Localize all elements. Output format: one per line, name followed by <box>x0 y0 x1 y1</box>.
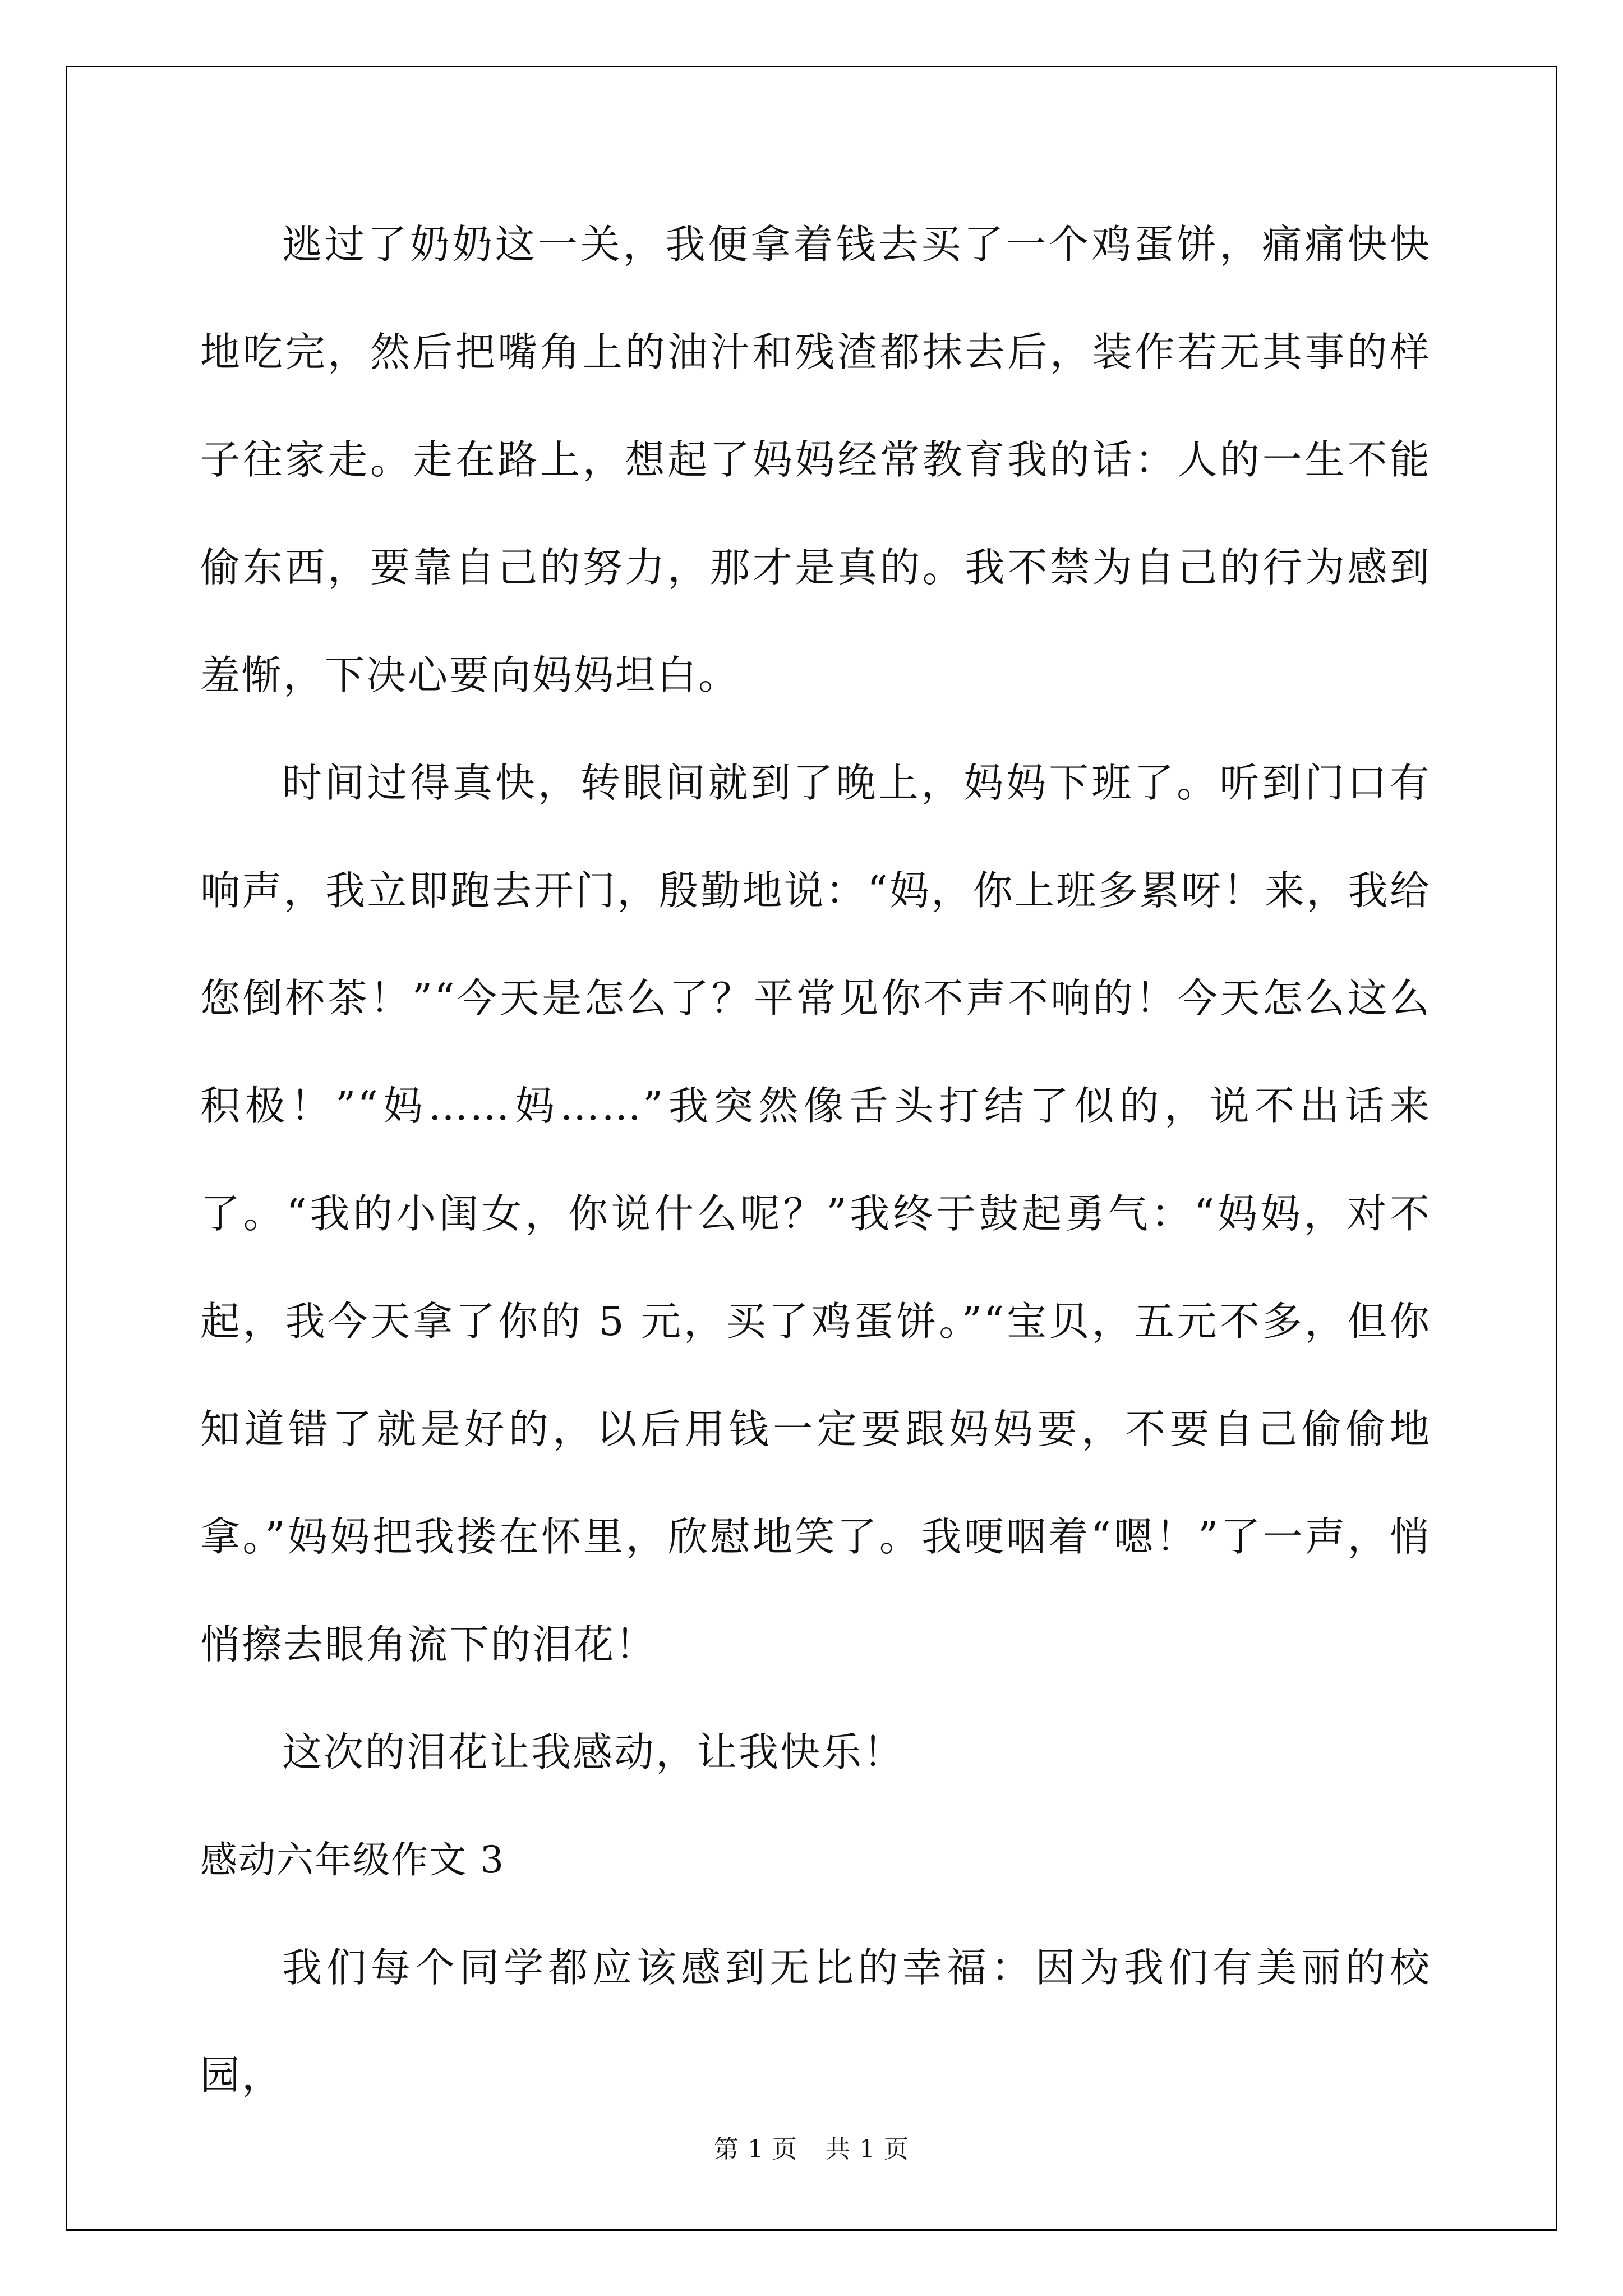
section-heading: 感动六年级作文 3 <box>200 1838 505 1881</box>
paragraph: 时间过得真快，转眼间就到了晚上，妈妈下班了。听到门口有响声，我立即跑去开门，殷勤地说：“妈，你上班多累呀！来，我给您倒杯茶！”“今天是怎么了？平常见你不声不响的！今天怎么这么积极！”“妈……妈……”我突然像舌头打结了似的，说不出话来了。“我的小闺女，你说什么呢？”我终于鼓起勇气：“妈妈，对不起，我今天拿了你的 5 元，买了鸡蛋饼。”“宝贝，五元不多，但你知道错了就是好的，以后用钱一定要跟妈妈要，不要自己偷偷地拿。”妈妈把我搂在怀里，欣慰地笑了。我哽咽着“嗯！”了一声，悄悄擦去眼角流下的泪花！ <box>200 760 1431 1668</box>
paragraph: 逃过了奶奶这一关，我便拿着钱去买了一个鸡蛋饼，痛痛快快地吃完，然后把嘴角上的油汁和残渣都抹去后，装作若无其事的样子往家走。走在路上，想起了妈妈经常教育我的话：人的一生不能偷东西，要靠自己的努力，那才是真的。我不禁为自己的行为感到羞惭，下决心要向妈妈坦白。 <box>200 221 1431 698</box>
page-footer <box>0 2129 1623 2165</box>
page-total: 共 1 页 <box>826 2135 909 2164</box>
paragraph: 这次的泪花让我感动，让我快乐！ <box>282 1729 905 1775</box>
document-body <box>200 191 1431 2129</box>
page-number: 第 1 页 <box>714 2135 797 2164</box>
paragraph: 我们每个同学都应该感到无比的幸福：因为我们有美丽的校园， <box>200 1944 1431 2099</box>
